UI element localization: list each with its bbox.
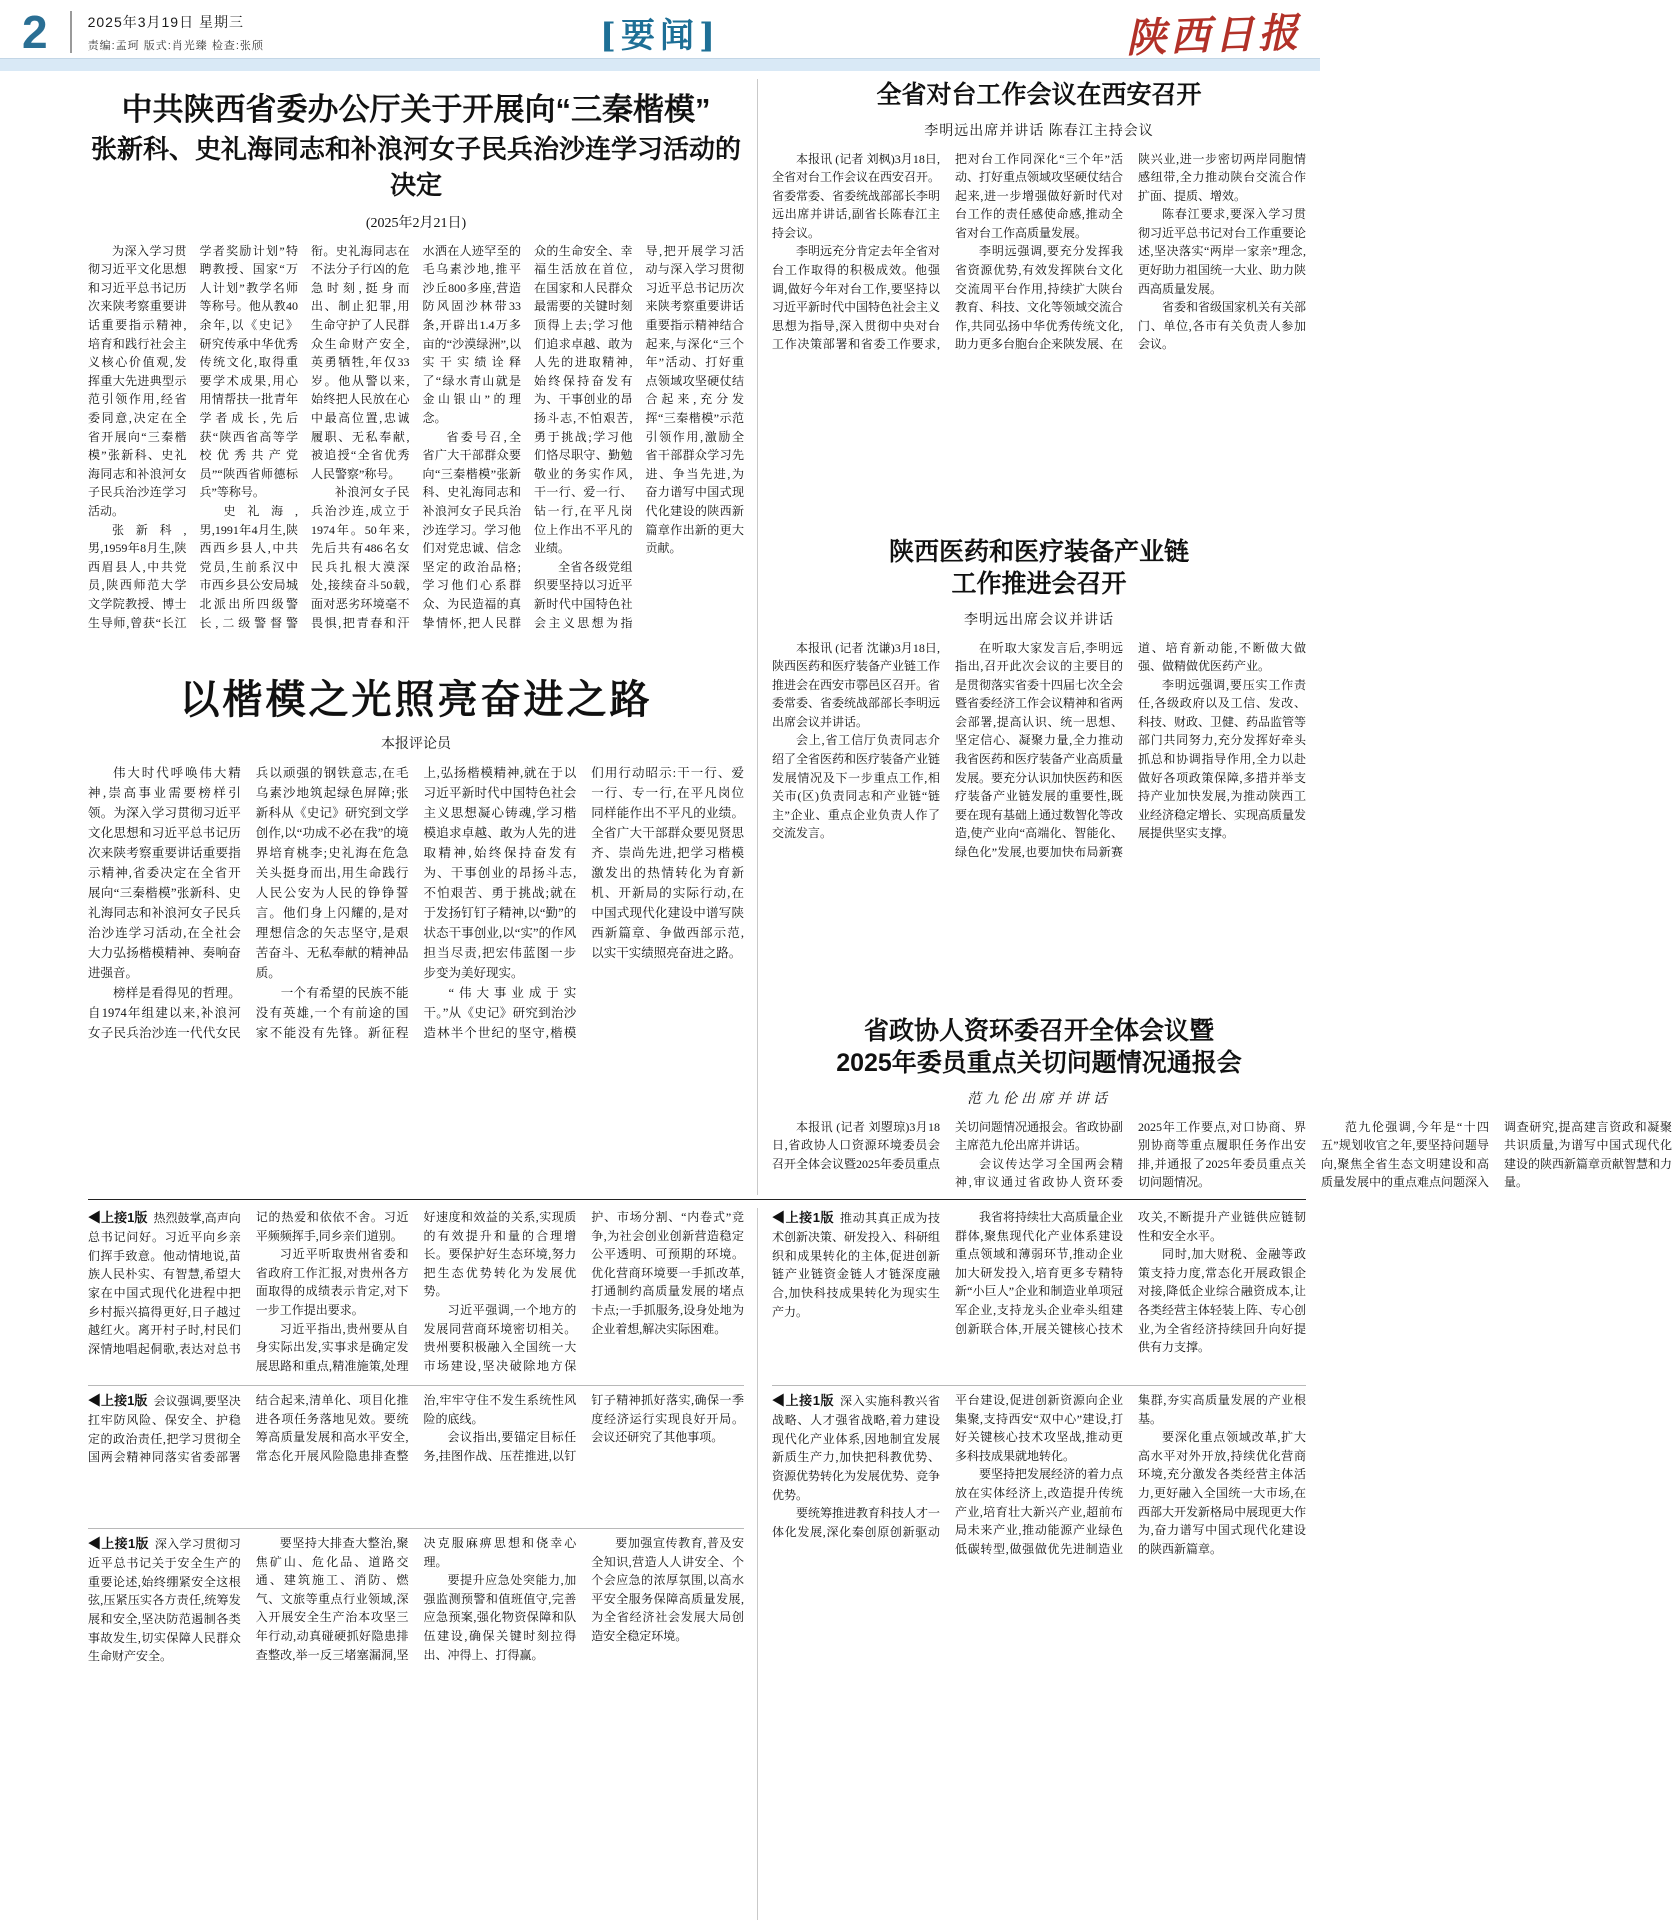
article-headline-line2: 工作推进会召开 xyxy=(951,570,1127,598)
paragraph: 伟大时代呼唤伟大精神,崇高事业需要榜样引领。为深入学习贯彻习近平文化思想和习近平总书记历次来陕考察重要讲话重要指示精神,省委决定在全省开展向“三秦楷模”张新科、史礼海同志和补浪河女子民兵治沙连学习活动,在全社会大力弘扬楷模精神、奏响奋进强音。 xyxy=(88,765,241,980)
paragraph: 张新科,男,1959年8月生,陕西眉县人,中共党员,陕西师范大学文学院教授、博士生导师,曾获“长江学者奖励计划”特聘教授、国家“万人计划”教学名师等称号。他从教40余年,以《史记》研究传承中华优秀传统文化,取得重要学术成果,用心用情帮扶一批青年学者成长,先后获“陕西省高等学校优秀共产党员”“陕西省师德标兵”等称号。 xyxy=(88,243,298,630)
section-divider xyxy=(88,1528,744,1529)
continued-from-page1-marker: ◀上接1版 xyxy=(88,1393,148,1408)
paragraph: 本报讯 (记者 沈谦)3月18日,陕西医药和医疗装备产业链工作推进会在西安市鄠邑区召开。省委常委、省委统战部部长李明远出席会议并讲话。 xyxy=(772,640,941,729)
header-band xyxy=(0,58,1320,71)
paragraph: 省委和省级国家机关有关部门、单位,各市有关负责人参加会议。 xyxy=(1138,300,1307,352)
page-number: 2 xyxy=(22,6,48,58)
section-divider xyxy=(772,1385,1306,1386)
continued-from-page1-marker: ◀上接1版 xyxy=(88,1210,148,1225)
right-column xyxy=(758,79,1672,1195)
document-dateline: (2025年2月21日) xyxy=(365,215,467,231)
paragraph: 我省将持续壮大高质量企业群体,聚焦现代化产业体系建设重点领域和薄弱环节,推动企业加大研发投入,培育更多专精特新“小巨人”企业和制造业单项冠军企业,支持龙头企业牵头组建创新联合体,开展关键核心技术攻关,不断提升产业链供应链韧性和安全水平。 xyxy=(955,1210,1306,1336)
left-column xyxy=(88,79,744,1195)
paragraph: 史礼海,男,1991年4月生,陕西西乡县人,中共党员,生前系汉中市西乡县公安局城北派出所四级警长,二级警督警衔。史礼海同志在不法分子行凶的危急时刻,挺身而出、制止犯罪,用生命守护了人民群众生命财产安全,英勇牺牲,年仅33岁。他从警以来,始终把人民放在心中最高位置,忠诚履职、无私奉献,被追授“全省优秀人民警察”称号。 xyxy=(199,243,410,630)
page-body-bottom xyxy=(88,1208,1306,1920)
article-headline: 全省对台工作会议在西安召开 xyxy=(876,81,1202,109)
paragraph: 习近平指出,贵州要从自身实际出发,实事求是确定发展思路和重点,精准施策,处理好速度和效益的关系,实现质的有效提升和量的合理增长。要保护好生态环境,努力把生态优势转化为发展优势。 xyxy=(255,1210,577,1373)
paragraph: 范九伦强调,今年是“十四五”规划收官之年,要坚持问题导向,聚焦全省生态文明建设和高质量发展中的重点难点问题深入调查研究,提高建言资政和凝聚共识质量,为谱写中国式现代化建设的陕西新篇章贡献智慧和力量。 xyxy=(1321,1119,1672,1190)
paragraph: 陈春江要求,要深入学习贯彻习近平总书记对台工作重要论述,坚决落实“两岸一家亲”理念,更好助力祖国统一大业、助力陕西高质量发展。 xyxy=(1138,207,1307,296)
section-title: [要闻] xyxy=(599,16,721,56)
left-continuations xyxy=(88,1208,744,1920)
article-byline: 李明远出席会议并讲话 xyxy=(964,612,1114,628)
article-body xyxy=(772,639,1306,957)
paragraph: 李明远强调,要压实工作责任,各级政府以及工信、发改、科技、财政、卫健、药品监管等部门共同努力,充分发挥好牵头抓总和协调指导作用,全力以赴做好各项政策保障,多措并举支持产业加快发展,为推动陕西工业经济稳定增长、实现高质量发展提供坚实支撑。 xyxy=(1138,677,1307,841)
continued-from-page1-marker: ◀上接1版 xyxy=(88,1536,149,1551)
bottom-row xyxy=(88,1208,1306,1920)
newspaper-masthead: 陕西日报 xyxy=(1125,8,1303,62)
continued-from-page1-marker: ◀上接1版 xyxy=(772,1210,835,1225)
main-article-headline xyxy=(88,79,744,204)
date-block xyxy=(88,12,264,53)
paragraph: 要提升应急处突能力,加强监测预警和值班值守,完善应急预案,强化物资保障和队伍建设,确保关键时刻拉得出、冲得上、打得赢。 xyxy=(423,1573,577,1662)
paragraph: 本报讯 (记者 刘枫)3月18日,全省对台工作会议在西安召开。省委常委、省委统战部部长李明远出席并讲话,副省长陈春江主持会议。 xyxy=(772,151,941,240)
publication-date: 2025年3月19日 星期三 xyxy=(87,13,244,30)
editor-credits: 责编:孟珂 版式:肖光臻 检查:张颀 xyxy=(87,39,264,52)
article-byline: 李明远出席并讲话 陈春江主持会议 xyxy=(924,123,1154,139)
top-row xyxy=(88,79,1672,1195)
header-divider xyxy=(70,11,72,53)
paragraph: 要坚持把发展经济的着力点放在实体经济上,改造提升传统产业,培育壮大新兴产业,超前布局未来产业,推动能源产业绿色低碳转型,做强做优先进制造业集群,夯实高质量发展的产业根基。 xyxy=(955,1393,1306,1556)
paragraph: 一个有希望的民族不能没有英雄,一个有前途的国家不能没有先锋。新征程上,弘扬楷模精神,就在于以习近平新时代中国特色社会主义思想凝心铸魂,学习楷模追求卓越、敢为人先的进取精神,始终保持奋发有为、干事创业的昂扬斗志,不怕艰苦、勇于挑战;就在于发扬钉钉子精神,以“勤”的状态干事创业,以“实”的作风担当尽责,把宏伟蓝图一步步变为美好现实。 xyxy=(255,765,577,1040)
continuation-innovation xyxy=(772,1208,1306,1380)
continuation-meeting xyxy=(88,1391,744,1523)
paragraph: 补浪河女子民兵治沙连,成立于1974年。50年来,先后共有486名女民兵扎根大漠深处,接续奋斗50载,面对恶劣环境毫不畏惧,把青春和汗水洒在人迹罕至的毛乌素沙地,推平沙丘800多座,营造防风固沙林带33条,开辟出1.4万多亩的“沙漠绿洲”,以实干实绩诠释了“绿水青山就是金山银山”的理念。 xyxy=(311,243,521,630)
article-cppcc-committee xyxy=(772,1015,1672,1206)
article-body xyxy=(772,150,1306,418)
continuation-development xyxy=(772,1391,1306,1907)
article-medical-industry xyxy=(772,536,1306,957)
section-divider xyxy=(88,1385,744,1386)
article-taiwan-meeting xyxy=(772,79,1306,418)
continuation-guizhou xyxy=(88,1208,744,1380)
commentary-body xyxy=(88,763,744,1231)
paragraph: 李明远强调,要充分发挥我省资源优势,有效发挥陕台文化交流周平台作用,持续扩大陕台教育、科技、文化等领域交流合作,共同弘扬中华优秀传统文化,助力更多台胞台企来陕发展、在陕兴业,进一步密切两岸同胞情感纽带,全力推动陕台交流合作扩面、提质、增效。 xyxy=(955,151,1306,352)
article-headline-line1: 省政协人资环委召开全体会议暨 xyxy=(863,1016,1214,1045)
article-headline-line1: 陕西医药和医疗装备产业链 xyxy=(888,537,1189,566)
paragraph: 本报讯 (记者 刘曌琼)3月18日,省政协人口资源环境委员会召开全体会议暨2025年委员重点关切问题情况通报会。省政协副主席范九伦出席并讲话。 xyxy=(772,1119,1124,1171)
paragraph: 要坚持大排查大整治,聚焦矿山、危化品、道路交通、建筑施工、消防、燃气、文旅等重点行业领域,深入开展安全生产治本攻坚三年行动,动真碰硬抓好隐患排查整改,举一反三堵塞漏洞,坚决克服麻痹思想和侥幸心理。 xyxy=(255,1536,577,1662)
article-byline: 范九伦出席并讲话 xyxy=(967,1091,1111,1107)
headline-line2: 张新科、史礼海同志和补浪河女子民兵治沙连学习活动的决定 xyxy=(90,133,741,201)
paragraph: “伟大事业成于实干。”从《史记》研究到治沙造林半个世纪的坚守,楷模们用行动昭示:干一行、爱一行、专一行,在平凡岗位同样能作出不平凡的业绩。全省广大干部群众要见贤思齐、崇尚先进,把学习楷模激发出的热情转化为育新机、开新局的实际行动,在中国式现代化建设中谱写陕西新篇章、争做西部示范,以实干实绩照亮奋进之路。 xyxy=(423,765,744,1040)
paragraph: 会议指出,要锚定目标任务,挂图作战、压茬推进,以钉钉子精神抓好落实,确保一季度经济运行实现良好开局。会议还研究了其他事项。 xyxy=(423,1393,744,1463)
paragraph: 要统筹推进教育科技人才一体化发展,深化秦创原创新驱动平台建设,促进创新资源向企业集聚,支持西安“双中心”建设,打好关键核心技术攻坚战,推动更多科技成果就地转化。 xyxy=(772,1393,1123,1539)
headline-line1: 中共陕西省委办公厅关于开展向“三秦楷模” xyxy=(121,92,711,127)
commentary-header xyxy=(88,668,744,753)
paragraph: 要加强宣传教育,普及安全知识,营造人人讲安全、个个会应急的浓厚氛围,以高水平安全服务保障高质量发展,为全省经济社会发展大局创造安全稳定环境。 xyxy=(591,1536,744,1643)
paragraph: 会上,省工信厅负责同志介绍了全省医药和医疗装备产业链发展情况及下一步重点工作,相关市(区)负责同志和产业链“链主”企业、重点企业负责人作了交流发言。 xyxy=(772,733,941,841)
continuation-lead: ◀上接1版 深入学习贯彻习近平总书记关于安全生产的重要论述,始终绷紧安全这根弦,压紧压实各方责任,统筹发展和安全,坚决防范遏制各类事故发生,切实保障人民群众生命财产安全。 xyxy=(88,1536,241,1664)
continuation-lead: ◀上接1版 深入实施科教兴省战略、人才强省战略,着力建设现代化产业体系,因地制宜发展新质生产力,加快把科教优势、资源优势转化为发展优势、竞争优势。 xyxy=(772,1393,941,1502)
paragraph: 习近平听取贵州省委和省政府工作汇报,对贵州各方面取得的成绩表示肯定,对下一步工作提出要求。 xyxy=(255,1247,409,1317)
article-headline-line2: 2025年委员重点关切问题情况通报会 xyxy=(836,1049,1242,1077)
paragraph: 全省各级党组织要坚持以习近平新时代中国特色社会主义思想为指导,把开展学习活动与深入学习贯彻习近平总书记历次来陕考察重要讲话重要指示精神结合起来,与深化“三个年”活动、打好重点领域攻坚硬仗结合起来,充分发挥“三秦楷模”示范引领作用,激励全省干部群众学习先进、争当先进,为奋力谱写中国式现代化建设的陕西新篇章作出新的更大贡献。 xyxy=(534,243,744,630)
page-body xyxy=(88,79,1672,1195)
main-article-body xyxy=(88,242,744,644)
paragraph: 同时,加大财税、金融等政策支持力度,常态化开展政银企对接,降低企业综合融资成本,让各类经营主体轻装上阵、专心创业,为全省经济持续回升向好提供有力支撑。 xyxy=(1138,1247,1307,1355)
paragraph: 会议传达学习全国两会精神,审议通过省政协人资环委2025年工作要点,对口协商、界别协商等重点履职任务作出安排,并通报了2025年委员重点关切问题情况。 xyxy=(955,1119,1306,1190)
paragraph: 要深化重点领域改革,扩大高水平对外开放,持续优化营商环境,充分激发各类经营主体活力,更好融入全国统一大市场,在西部大开发新格局中展现更大作为,奋力谱写中国式现代化建设的陕西新篇章。 xyxy=(1138,1430,1307,1556)
continuation-lead: ◀上接1版 推动其真正成为技术创新决策、研发投入、科研组织和成果转化的主体,促进创新链产业链资金链人才链深度融合,加快科技成果转化为现实生产力。 xyxy=(772,1210,941,1319)
paragraph: 省委号召,全省广大干部群众要向“三秦楷模”张新科、史礼海同志和补浪河女子民兵治沙连学习。学习他们对党忠诚、信念坚定的政治品格;学习他们心系群众、为民造福的真挚情怀,把人民群众的生命安全、幸福生活放在首位,在国家和人民群众最需要的关键时刻顶得上去;学习他们追求卓越、敢为人先的进取精神,始终保持奋发有为、干事创业的昂扬斗志,不怕艰苦,勇于挑战;学习他们恪尽职守、勤勉敬业的务实作风,干一行、爱一行、钻一行,在平凡岗位上作出不平凡的业绩。 xyxy=(422,243,633,630)
paragraph: 习近平强调,一个地方的发展同营商环境密切相关。贵州要积极融入全国统一大市场建设,坚决破除地方保护、市场分割、“内卷式”竞争,为社会创业创新营造稳定公平透明、可预期的环境。优化营商环境要一手抓改革,打通制约高质量发展的堵点卡点;一手抓服务,设身处地为企业着想,解决实际困难。 xyxy=(423,1210,744,1373)
paragraph: 榜样是看得见的哲理。自1974年组建以来,补浪河女子民兵治沙连一代代女民兵以顽强的钢铁意志,在毛乌素沙地筑起绿色屏障;张新科从《史记》研究到文学创作,以“功成不必在我”的境界培育桃李;史礼海在危急关头挺身而出,用生命践行人民公安为人民的铮铮誓言。他们身上闪耀的,是对理想信念的矢志坚守,是艰苦奋斗、无私奉献的精神品质。 xyxy=(88,765,409,1040)
paragraph: 为深入学习贯彻习近平文化思想和习近平总书记历次来陕考察重要讲话重要指示精神,培育和践行社会主义核心价值观,发挥重大先进典型示范引领作用,经省委同意,决定在全省开展向“三秦楷模”张新科、史礼海同志和补浪河女子民兵治沙连学习活动。 xyxy=(88,243,187,518)
continuation-lead: ◀上接1版 热烈鼓掌,高声向总书记问好。习近平向乡亲们挥手致意。他动情地说,苗族人民朴实、有智慧,希望大家在中国式现代化进程中把乡村振兴搞得更好,日子越过越红火。离开村子时,村民们深情地唱起侗歌,表达对总书记的热爱和依依不舍。习近平频频挥手,同乡亲们道别。 xyxy=(88,1210,409,1356)
paragraph: 在听取大家发言后,李明远指出,召开此次会议的主要目的是贯彻落实省委十四届七次全会暨省委经济工作会议精神和省两会部署,提高认识、统一思想、坚定信心、凝聚力量,全力推动我省医药和医疗装备产业高质量发展。要充分认识加快医药和医疗装备产业链发展的重要性,既要在现有基础上通过数智化等改造,使产业向“高端化、智能化、绿色化”发展,也要加快布局新赛道、培育新动能,不断做大做强、做精做优医药产业。 xyxy=(955,640,1306,860)
page-header xyxy=(0,0,1320,62)
commentary-headline: 以楷模之光照亮奋进之路 xyxy=(179,675,653,723)
right-continuations xyxy=(758,1208,1306,1920)
commentary-byline: 本报评论员 xyxy=(381,736,451,752)
continued-from-page1-marker: ◀上接1版 xyxy=(772,1393,835,1408)
continuation-safety xyxy=(88,1534,744,1918)
paragraph: 李明远充分肯定去年全省对台工作取得的积极成效。他强调,做好今年对台工作,要坚持以习近平新时代中国特色社会主义思想为指导,深入贯彻中央对台工作决策部署和省委工作要求,把对台工作同深化“三个年”活动、打好重点领域攻坚硬仗结合起来,进一步增强做好新时代对台工作的责任感使命感,推动全省对台工作高质量发展。 xyxy=(772,151,1124,352)
continuation-lead: ◀上接1版 会议强调,要坚决扛牢防风险、保安全、护稳定的政治责任,把学习贯彻全国两会精神同落实省委部署结合起来,清单化、项目化推进各项任务落地见效。要统筹高质量发展和高水平安全,常态化开展风险隐患排查整治,牢牢守住不发生系统性风险的底线。 xyxy=(88,1393,577,1465)
article-body xyxy=(772,1118,1672,1206)
